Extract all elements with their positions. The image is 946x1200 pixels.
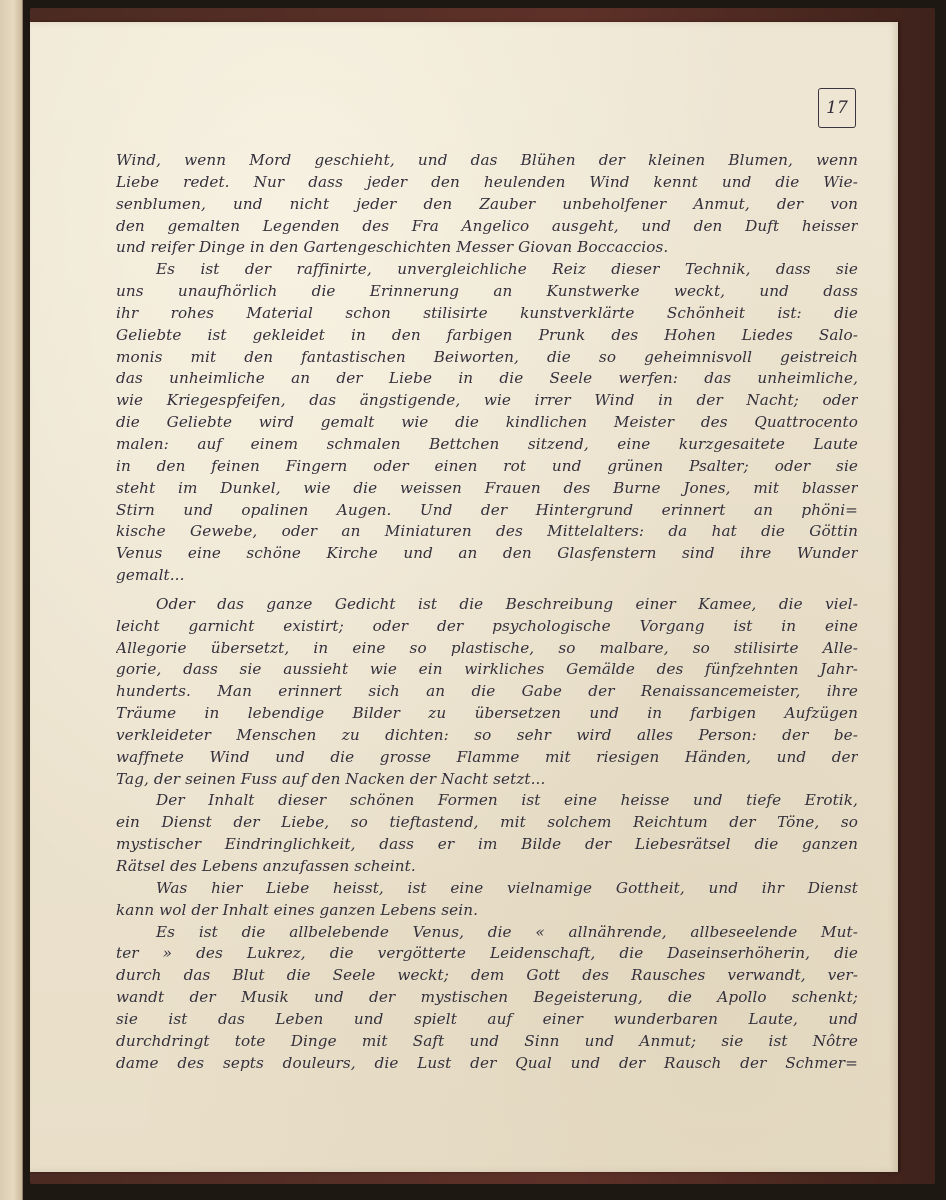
text-line: Wind, wenn Mord geschieht, und das Blühen der kleinen Blumen, wenn xyxy=(116,151,858,169)
text-line: durch das Blut die Seele weckt; dem Gott des Rausches verwandt, ver- xyxy=(116,966,858,985)
text-line: Der Inhalt dieser schönen Formen ist eine heisse und tiefe Erotik, xyxy=(156,791,858,810)
text-line: dame des septs douleurs, die Lust der Qual und der Rausch der Schmer= xyxy=(116,1053,858,1072)
text-line: und reifer Dinge in den Gartengeschichten Messer Giovan Boccaccios. xyxy=(116,238,669,257)
text-line: Träume in lebendige Bilder zu übersetzen und in farbigen Aufzügen xyxy=(116,704,858,723)
text-line: leicht garnicht existirt; oder der psychologische Vorgang ist in eine xyxy=(116,616,858,635)
text-line: ihr rohes Material schon stilisirte kunstverklärte Schönheit ist: die xyxy=(116,303,858,322)
text-line: Oder das ganze Gedicht ist die Beschreibung einer Kamee, die viel- xyxy=(156,594,858,613)
manuscript-page xyxy=(30,22,898,1172)
text-line: ein Dienst der Liebe, so tieftastend, mit solchem Reichtum der Töne, so xyxy=(116,813,858,832)
text-line: Es ist der raffinirte, unvergleichliche Reiz dieser Technik, dass sie xyxy=(156,260,858,279)
text-line: kische Gewebe, oder an Miniaturen des Mittelalters: da hat die Göttin xyxy=(116,522,858,541)
text-line: kann wol der Inhalt eines ganzen Lebens sein. xyxy=(116,900,479,919)
text-line: Geliebte ist gekleidet in den farbigen Prunk des Hohen Liedes Salo- xyxy=(116,325,858,344)
text-line: sie ist das Leben und spielt auf einer wunderbaren Laute, und xyxy=(116,1009,858,1028)
text-line: mystischer Eindringlichkeit, dass er im Bilde der Liebesrätsel die ganzen xyxy=(116,835,858,854)
text-line: die Geliebte wird gemalt wie die kindlichen Meister des Quattrocento xyxy=(116,413,858,432)
text-line: den gemalten Legenden des Fra Angelico ausgeht, und den Duft heisser xyxy=(116,216,858,235)
text-line: in den feinen Fingern oder einen rot und grünen Psalter; oder sie xyxy=(116,456,858,475)
text-line: Es ist die allbelebende Venus, die « allnährende, allbeseelende Mut- xyxy=(156,922,858,941)
text-line: monis mit den fantastischen Beiworten, die so geheimnisvoll geistreich xyxy=(116,347,858,366)
text-line: hunderts. Man erinnert sich an die Gabe der Renaissancemeister, ihre xyxy=(116,682,858,701)
text-line: Allegorie übersetzt, in eine so plastische, so malbare, so stilisirte Alle- xyxy=(116,638,858,657)
text-line: Tag, der seinen Fuss auf den Nacken der Nacht setzt... xyxy=(116,769,546,788)
text-line: Rätsel des Lebens anzufassen scheint. xyxy=(116,857,416,875)
text-line: wie Kriegespfeifen, das ängstigende, wie irrer Wind in der Nacht; oder xyxy=(116,391,858,410)
handwritten-text-block xyxy=(116,150,858,1074)
paragraph-gap xyxy=(116,587,858,594)
text-line: Liebe redet. Nur dass jeder den heulenden Wind kennt und die Wie- xyxy=(116,172,858,191)
text-line: verkleideter Menschen zu dichten: so sehr wird alles Person: der be- xyxy=(116,725,858,744)
text-line: gorie, dass sie aussieht wie ein wirkliches Gemälde des fünfzehnten Jahr- xyxy=(116,660,858,679)
text-line: uns unaufhörlich die Erinnerung an Kunstwerke weckt, und dass xyxy=(116,282,858,301)
text-line: senblumen, und nicht jeder den Zauber unbeholfener Anmut, der von xyxy=(116,194,858,213)
text-line: malen: auf einem schmalen Bettchen sitzend, eine kurzgesaitete Laute xyxy=(116,434,858,453)
page-number-box: 17 xyxy=(818,88,856,128)
text-line: steht im Dunkel, wie die weissen Frauen des Burne Jones, mit blasser xyxy=(116,478,858,497)
text-line: durchdringt tote Dinge mit Saft und Sinn und Anmut; sie ist Nôtre xyxy=(116,1031,858,1050)
text-line: Stirn und opalinen Augen. Und der Hintergrund erinnert an phöni= xyxy=(116,500,858,519)
text-line: Venus eine schöne Kirche und an den Glasfenstern sind ihre Wunder xyxy=(116,544,858,563)
text-line: Was hier Liebe heisst, ist eine vielnamige Gottheit, und ihr Dienst xyxy=(156,878,858,897)
text-line: das unheimliche an der Liebe in die Seele werfen: das unheimliche, xyxy=(116,369,858,388)
text-line: gemalt... xyxy=(116,566,185,585)
adjacent-page-edge xyxy=(0,0,23,1200)
text-line: waffnete Wind und die grosse Flamme mit riesigen Händen, und der xyxy=(116,747,858,766)
text-line: wandt der Musik und der mystischen Begeisterung, die Apollo schenkt; xyxy=(116,988,858,1007)
text-line: ter » des Lukrez, die vergötterte Leidenschaft, die Daseinserhöherin, die xyxy=(116,944,858,963)
